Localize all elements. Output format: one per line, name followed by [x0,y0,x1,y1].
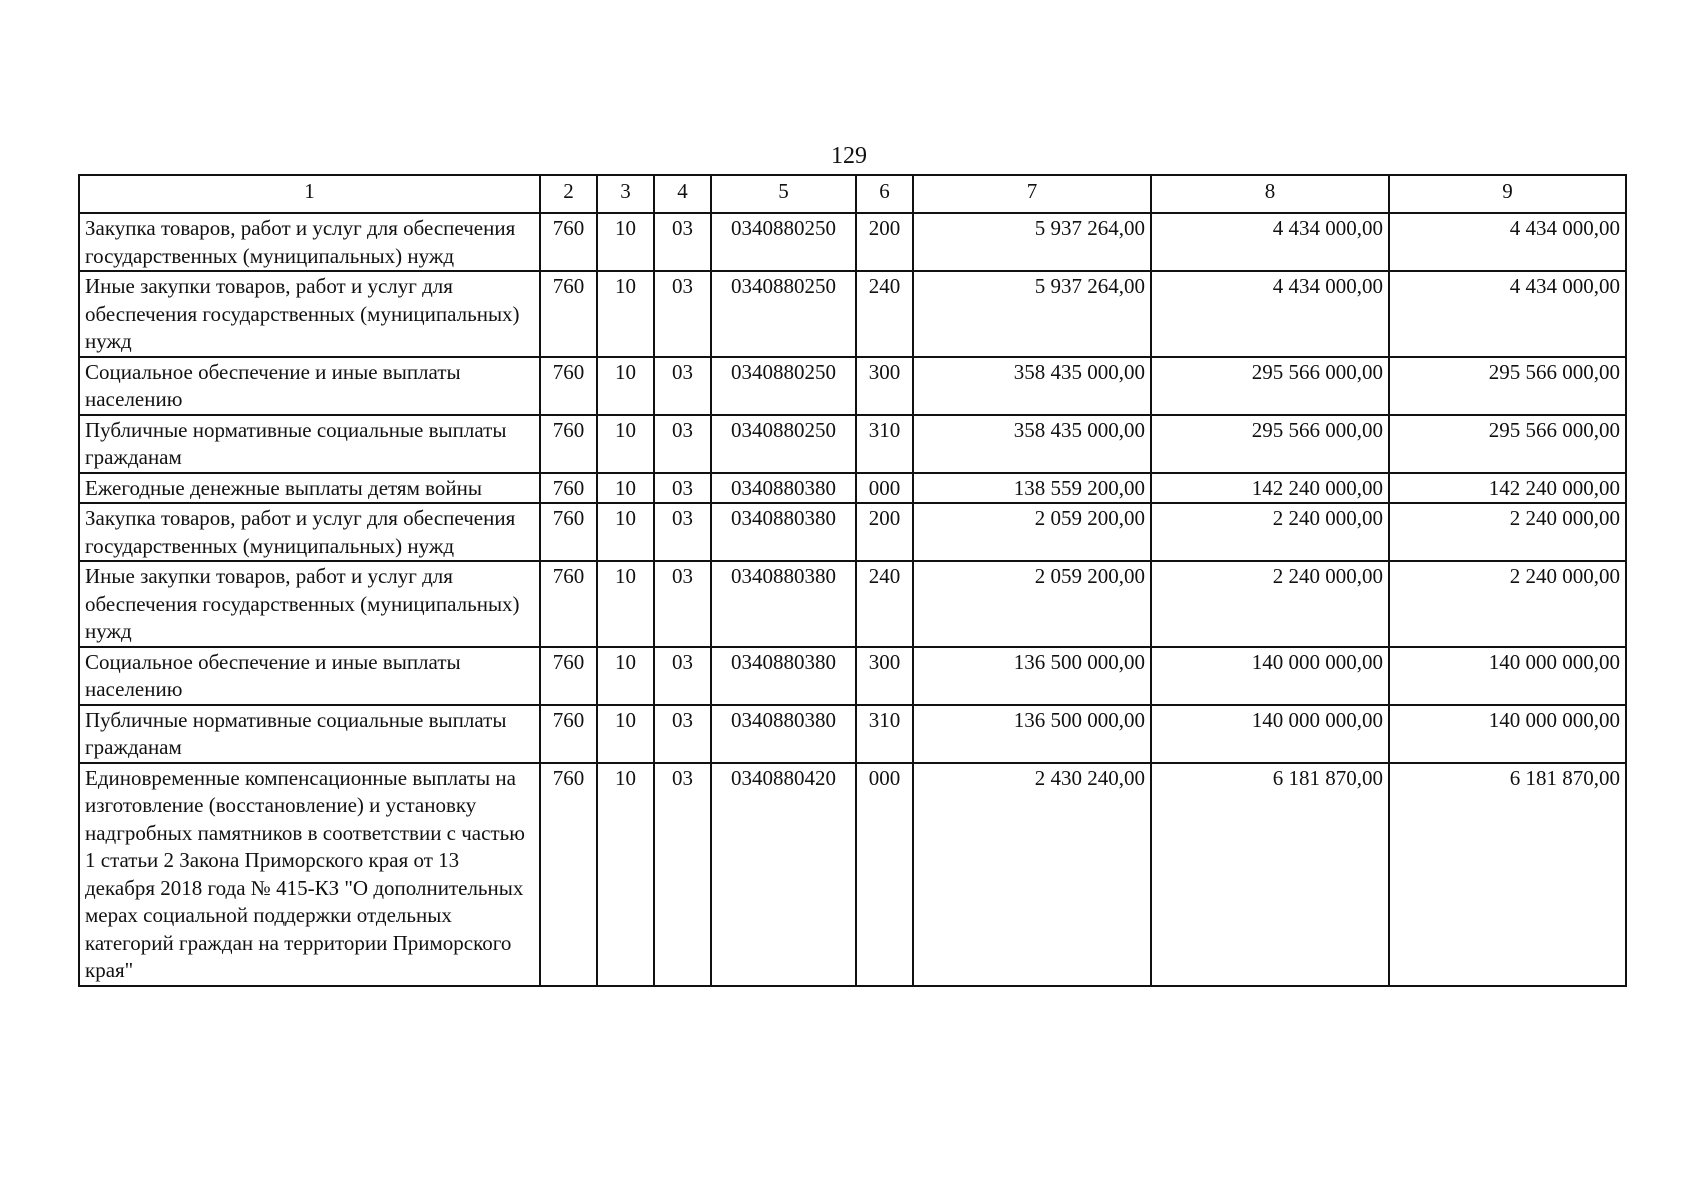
row-code-5: 0340880380 [711,473,856,504]
row-amount-8: 295 566 000,00 [1151,415,1389,473]
row-amount-9: 2 240 000,00 [1389,503,1626,561]
row-code-5: 0340880420 [711,763,856,986]
row-code-5: 0340880250 [711,213,856,271]
row-code-6: 000 [856,763,913,986]
row-code-3: 10 [597,763,654,986]
row-amount-8: 140 000 000,00 [1151,705,1389,763]
table-row [79,647,1626,705]
row-code-4: 03 [654,705,711,763]
row-name: Закупка товаров, работ и услуг для обеспечения государственных (муниципальных) нужд [79,213,540,271]
column-header-4: 4 [654,175,711,213]
row-code-3: 10 [597,561,654,647]
row-amount-9: 140 000 000,00 [1389,705,1626,763]
row-amount-7: 2 059 200,00 [913,503,1151,561]
row-code-3: 10 [597,705,654,763]
row-code-2: 760 [540,473,597,504]
row-code-3: 10 [597,473,654,504]
row-code-2: 760 [540,213,597,271]
row-code-5: 0340880250 [711,415,856,473]
row-name: Иные закупки товаров, работ и услуг для обеспечения государственных (муниципальных) нужд [79,561,540,647]
row-code-2: 760 [540,763,597,986]
row-amount-7: 358 435 000,00 [913,415,1151,473]
row-code-2: 760 [540,271,597,357]
row-amount-9: 6 181 870,00 [1389,763,1626,986]
table-row [79,473,1626,504]
row-code-3: 10 [597,271,654,357]
column-header-9: 9 [1389,175,1626,213]
row-code-5: 0340880250 [711,357,856,415]
row-amount-8: 4 434 000,00 [1151,271,1389,357]
row-code-4: 03 [654,415,711,473]
row-name: Публичные нормативные социальные выплаты гражданам [79,415,540,473]
table-row [79,503,1626,561]
row-name: Социальное обеспечение и иные выплаты населению [79,647,540,705]
row-code-3: 10 [597,357,654,415]
column-header-8: 8 [1151,175,1389,213]
table-row [79,415,1626,473]
row-code-4: 03 [654,473,711,504]
row-amount-8: 4 434 000,00 [1151,213,1389,271]
row-code-4: 03 [654,357,711,415]
row-code-6: 200 [856,503,913,561]
budget-table [78,174,1627,987]
column-header-6: 6 [856,175,913,213]
row-amount-7: 2 059 200,00 [913,561,1151,647]
table-row [79,763,1626,986]
row-amount-8: 2 240 000,00 [1151,561,1389,647]
row-name: Иные закупки товаров, работ и услуг для обеспечения государственных (муниципальных) нужд [79,271,540,357]
table-row [79,561,1626,647]
row-code-2: 760 [540,647,597,705]
row-code-6: 000 [856,473,913,504]
row-amount-9: 2 240 000,00 [1389,561,1626,647]
row-code-6: 240 [856,561,913,647]
row-code-2: 760 [540,561,597,647]
row-amount-7: 2 430 240,00 [913,763,1151,986]
row-amount-9: 142 240 000,00 [1389,473,1626,504]
row-code-2: 760 [540,503,597,561]
row-code-5: 0340880250 [711,271,856,357]
row-code-2: 760 [540,357,597,415]
column-header-7: 7 [913,175,1151,213]
row-code-3: 10 [597,415,654,473]
row-amount-7: 136 500 000,00 [913,705,1151,763]
row-code-6: 300 [856,647,913,705]
row-code-4: 03 [654,561,711,647]
row-amount-8: 142 240 000,00 [1151,473,1389,504]
row-amount-7: 358 435 000,00 [913,357,1151,415]
row-amount-8: 6 181 870,00 [1151,763,1389,986]
row-code-5: 0340880380 [711,503,856,561]
row-amount-8: 2 240 000,00 [1151,503,1389,561]
row-code-4: 03 [654,647,711,705]
table-row [79,213,1626,271]
row-amount-7: 138 559 200,00 [913,473,1151,504]
table-row [79,271,1626,357]
row-code-6: 200 [856,213,913,271]
row-code-5: 0340880380 [711,647,856,705]
row-code-6: 240 [856,271,913,357]
row-code-3: 10 [597,213,654,271]
column-header-1: 1 [79,175,540,213]
row-amount-9: 4 434 000,00 [1389,271,1626,357]
row-name: Закупка товаров, работ и услуг для обеспечения государственных (муниципальных) нужд [79,503,540,561]
table-row [79,357,1626,415]
table-header-row [79,175,1626,213]
row-amount-9: 295 566 000,00 [1389,357,1626,415]
column-header-2: 2 [540,175,597,213]
row-amount-7: 136 500 000,00 [913,647,1151,705]
row-code-6: 310 [856,415,913,473]
row-code-6: 300 [856,357,913,415]
row-amount-8: 140 000 000,00 [1151,647,1389,705]
row-amount-9: 140 000 000,00 [1389,647,1626,705]
row-code-2: 760 [540,415,597,473]
row-code-3: 10 [597,647,654,705]
row-name: Социальное обеспечение и иные выплаты населению [79,357,540,415]
row-amount-9: 295 566 000,00 [1389,415,1626,473]
row-code-4: 03 [654,763,711,986]
row-code-4: 03 [654,271,711,357]
row-amount-9: 4 434 000,00 [1389,213,1626,271]
column-header-5: 5 [711,175,856,213]
row-code-5: 0340880380 [711,705,856,763]
row-code-3: 10 [597,503,654,561]
page-number: 129 [831,143,867,169]
row-code-2: 760 [540,705,597,763]
row-name: Публичные нормативные социальные выплаты гражданам [79,705,540,763]
row-code-5: 0340880380 [711,561,856,647]
row-code-4: 03 [654,213,711,271]
row-code-4: 03 [654,503,711,561]
row-amount-8: 295 566 000,00 [1151,357,1389,415]
row-amount-7: 5 937 264,00 [913,271,1151,357]
column-header-3: 3 [597,175,654,213]
row-code-6: 310 [856,705,913,763]
row-name: Ежегодные денежные выплаты детям войны [79,473,540,504]
row-name: Единовременные компенсационные выплаты на изготовление (восстановление) и установку надгробных памятников в соответствии с частью 1 статьи 2 Закона Приморского края от 13 декабря 2018 года № 415-КЗ "О дополнительных мерах социальной поддержки отдельных категорий граждан на территории Приморского края" [79,763,540,986]
row-amount-7: 5 937 264,00 [913,213,1151,271]
table-row [79,705,1626,763]
